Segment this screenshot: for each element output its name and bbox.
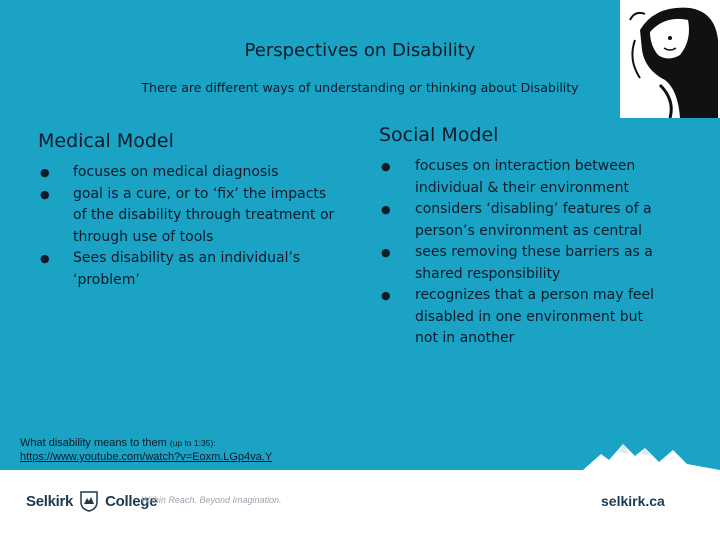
list-item [379,285,669,350]
video-reference [20,436,272,464]
bullet-icon: ● [381,160,391,173]
list-item-text: focuses on medical diagnosis [73,164,279,180]
medical-model-column [38,130,338,291]
list-item [38,162,338,184]
list-item-text: Sees disability as an individual’s ‘problem’ [73,250,301,288]
bullet-icon: ● [381,246,391,259]
college-crest-icon [79,490,99,512]
bullet-icon: ● [40,166,50,179]
medical-model-heading: Medical Model [38,130,174,152]
college-logo[interactable] [26,488,157,514]
video-link[interactable]: https://www.youtube.com/watch?v=Eoxm.LGp4va.Y [20,451,273,463]
list-item [38,184,338,249]
social-model-list [379,156,669,350]
logo-word-selkirk: Selkirk [26,492,74,510]
bullet-icon: ● [40,187,50,201]
bullet-icon: ● [381,203,391,216]
medical-model-list [38,162,338,291]
social-model-column [379,124,669,350]
list-item [379,156,669,199]
slide-subtitle: There are different ways of understanding or thinking about Disability [141,80,579,95]
list-item [379,199,669,242]
list-item-text: sees removing these barriers as a shared responsibility [415,244,653,282]
list-item-text: goal is a cure, or to ‘fix’ the impacts of the disability through treatment or through use of tools [73,185,335,245]
logo-word-college: College [105,492,158,510]
college-tagline: Within Reach. Beyond Imagination. [141,495,282,505]
video-caption: What disability means to them [20,437,167,449]
video-time-note: (up to 1:35): [169,438,216,448]
list-item-text: recognizes that a person may feel disabled in one environment but not in another [415,287,655,346]
social-model-heading: Social Model [379,124,499,146]
slide-title: Perspectives on Disability [244,40,476,61]
list-item [379,242,669,285]
bullet-icon: ● [381,289,391,302]
mountain-peaks-icon [583,440,720,470]
list-item [38,248,338,291]
website-link[interactable]: selkirk.ca [601,493,665,509]
list-item-text: focuses on interaction between individual & their environment [415,158,636,196]
bullet-icon: ● [40,252,50,265]
list-item-text: considers ‘disabling’ features of a person’s environment as central [415,201,652,239]
